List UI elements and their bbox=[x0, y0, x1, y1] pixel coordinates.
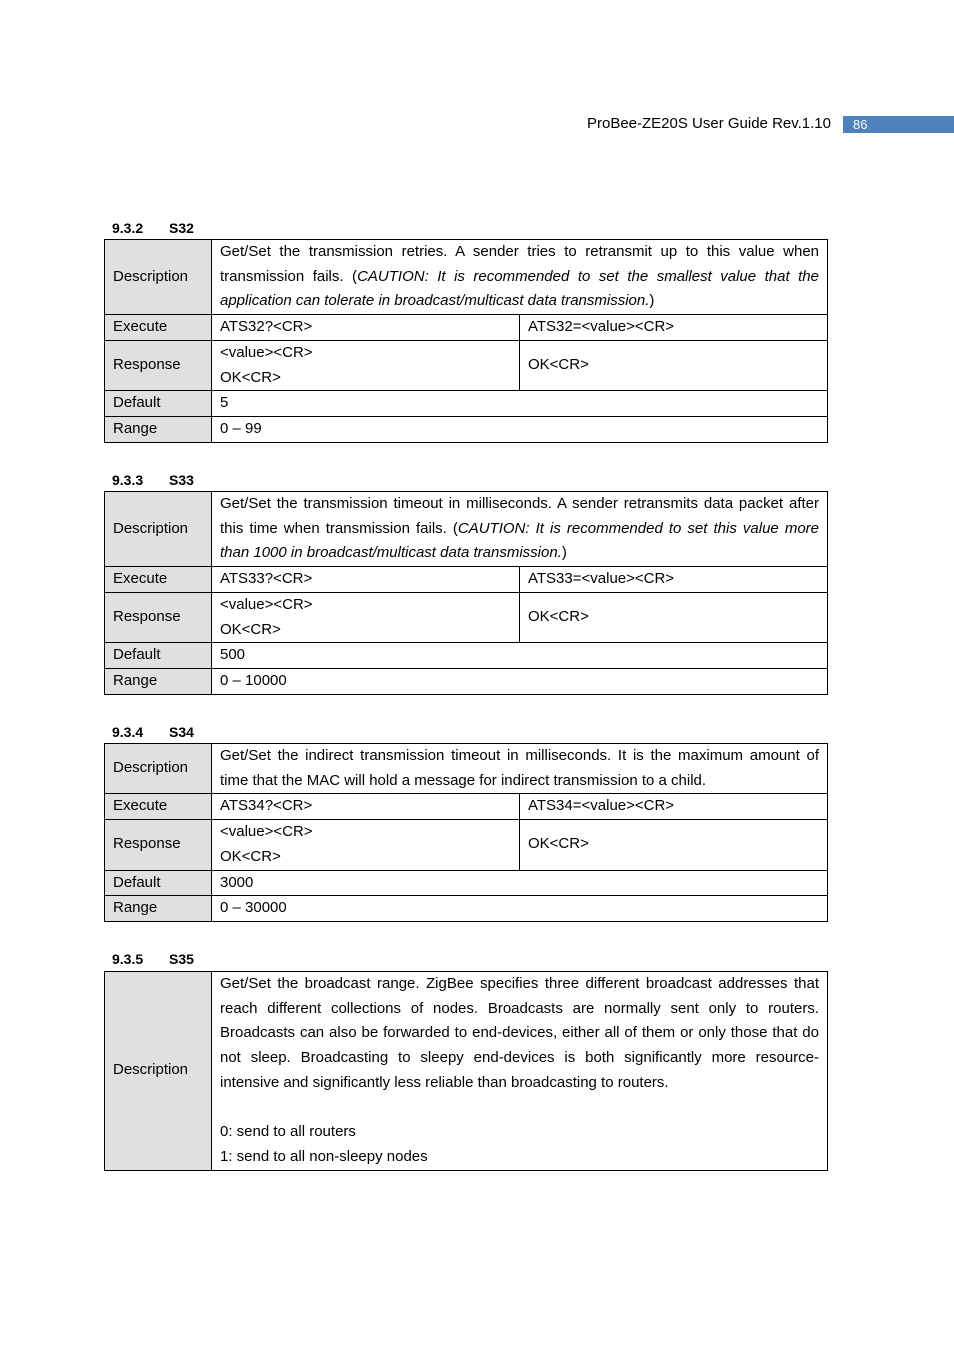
execute-get: ATS33?<CR> bbox=[212, 567, 520, 593]
description-label: Description bbox=[105, 492, 212, 567]
execute-set: ATS33=<value><CR> bbox=[520, 567, 828, 593]
page-number: 86 bbox=[843, 116, 954, 133]
section-number: 9.3.3 bbox=[112, 472, 144, 488]
range-value: 0 – 30000 bbox=[212, 896, 828, 922]
command-table bbox=[104, 971, 828, 1171]
execute-get: ATS34?<CR> bbox=[212, 794, 520, 820]
description-cell: Get/Set the transmission retries. A sender tries to retransmit up to this value when transmission fails. (CAUTION: It is recommended to set the smallest value that the application can tolerate in broadcast/multicast data transmission.) bbox=[212, 240, 828, 315]
response-get: <value><CR> OK<CR> bbox=[212, 820, 520, 870]
section-number: 9.3.4 bbox=[112, 724, 144, 740]
default-label: Default bbox=[105, 391, 212, 417]
range-label: Range bbox=[105, 416, 212, 442]
default-label: Default bbox=[105, 643, 212, 669]
section-heading bbox=[112, 472, 194, 488]
default-value: 3000 bbox=[212, 870, 828, 896]
response-get: <value><CR> OK<CR> bbox=[212, 592, 520, 642]
section-name: S35 bbox=[169, 951, 194, 967]
execute-set: ATS32=<value><CR> bbox=[520, 315, 828, 341]
description-cell: Get/Set the indirect transmission timeout in milliseconds. It is the maximum amount of time that the MAC will hold a message for indirect transmission to a child. bbox=[212, 744, 828, 794]
response-get: <value><CR> OK<CR> bbox=[212, 340, 520, 390]
response-set: OK<CR> bbox=[520, 820, 828, 870]
default-value: 500 bbox=[212, 643, 828, 669]
response-label: Response bbox=[105, 820, 212, 870]
description-label: Description bbox=[105, 744, 212, 794]
default-label: Default bbox=[105, 870, 212, 896]
section-number: 9.3.2 bbox=[112, 220, 144, 236]
command-table bbox=[104, 491, 828, 695]
section-heading bbox=[112, 220, 194, 236]
range-value: 0 – 10000 bbox=[212, 668, 828, 694]
response-set: OK<CR> bbox=[520, 592, 828, 642]
section-number: 9.3.5 bbox=[112, 951, 144, 967]
description-text: Get/Set the broadcast range. ZigBee specifies three different broadcast addresses that reach different collections of nodes. Broadcasts are normally sent only to routers. Broadcasts can also be forwarded to end-devices, either all of them or only those that do not sleep. Broadcasting to sleepy end-devices is both significantly more resource-intensive and significantly less reliable than broadcasting to routers. bbox=[220, 975, 819, 1091]
section-heading bbox=[112, 951, 194, 967]
section-name: S32 bbox=[169, 220, 194, 236]
execute-set: ATS34=<value><CR> bbox=[520, 794, 828, 820]
page-header bbox=[0, 114, 954, 134]
description-label: Description bbox=[105, 240, 212, 315]
description-cell bbox=[212, 972, 828, 1171]
execute-label: Execute bbox=[105, 794, 212, 820]
description-label: Description bbox=[105, 972, 212, 1171]
option-item: 0: send to all routers bbox=[220, 1123, 356, 1141]
response-set: OK<CR> bbox=[520, 340, 828, 390]
section-name: S34 bbox=[169, 724, 194, 740]
execute-get: ATS32?<CR> bbox=[212, 315, 520, 341]
command-table bbox=[104, 239, 828, 443]
option-item: 1: send to all non-sleepy nodes bbox=[220, 1147, 428, 1165]
response-label: Response bbox=[105, 340, 212, 390]
document-title: ProBee-ZE20S User Guide Rev.1.10 bbox=[586, 115, 831, 132]
section-name: S33 bbox=[169, 472, 194, 488]
description-cell: Get/Set the transmission timeout in milliseconds. A sender retransmits data packet after this time when transmission fails. (CAUTION: It is recommended to set this value more than 1000 in broadcast/multicast data transmission.) bbox=[212, 492, 828, 567]
command-table bbox=[104, 743, 828, 922]
execute-label: Execute bbox=[105, 315, 212, 341]
default-value: 5 bbox=[212, 391, 828, 417]
response-label: Response bbox=[105, 592, 212, 642]
range-label: Range bbox=[105, 896, 212, 922]
range-value: 0 – 99 bbox=[212, 416, 828, 442]
execute-label: Execute bbox=[105, 567, 212, 593]
section-heading bbox=[112, 724, 194, 740]
range-label: Range bbox=[105, 668, 212, 694]
